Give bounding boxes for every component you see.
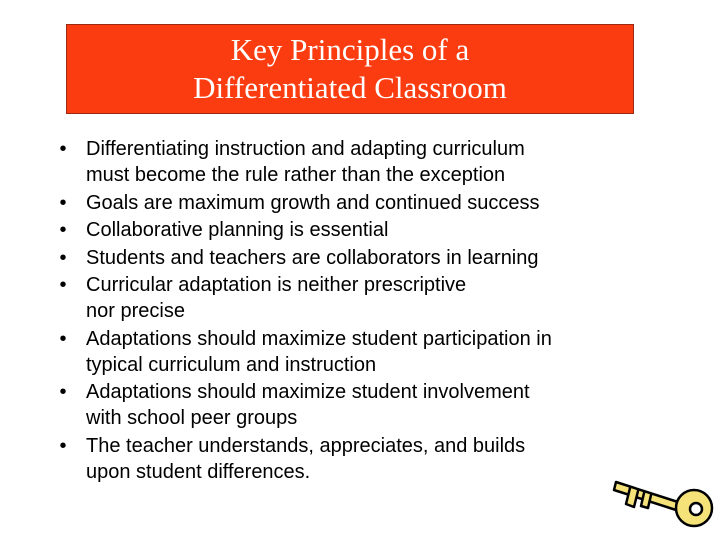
key-icon	[606, 466, 720, 528]
bullet-item	[56, 326, 656, 378]
bullet-item	[56, 136, 656, 188]
slide-title-line-2: Differentiated Classroom	[193, 70, 507, 105]
key-tooth	[641, 493, 651, 508]
bullet-text-line: Curricular adaptation is neither prescriptive	[86, 274, 467, 296]
bullet-dot: •	[59, 138, 67, 160]
bullet-text-line: must become the rule rather than the exception	[86, 164, 506, 186]
key-bow-hole	[690, 503, 702, 515]
bullet-list	[56, 136, 656, 486]
bullet-dot: •	[59, 219, 67, 241]
bullet-item	[56, 433, 656, 485]
bullet-text-line: Goals are maximum growth and continued success	[86, 191, 540, 214]
bullet-dot: •	[59, 434, 67, 457]
bullet-text-line: Differentiating instruction and adapting curriculum	[86, 138, 525, 160]
bullet-dot: •	[59, 327, 67, 350]
title-banner	[66, 24, 634, 114]
bullet-text-line: nor precise	[86, 300, 185, 322]
bullet-dot: •	[59, 246, 67, 269]
bullet-item	[56, 190, 656, 216]
bullet-item	[56, 272, 656, 324]
bullet-item	[56, 217, 656, 243]
bullet-text-line: Collaborative planning is essential	[86, 219, 389, 241]
bullet-dot: •	[59, 191, 67, 214]
bullet-text-line: Students and teachers are collaborators in learning	[86, 246, 539, 269]
bullet-dot: •	[59, 381, 67, 403]
bullet-text-line: Adaptations should maximize student involvement	[86, 381, 530, 403]
bullet-text-line: Adaptations should maximize student participation in	[86, 327, 552, 350]
slide-title-line-1: Key Principles of a	[230, 32, 470, 67]
bullet-text-line: typical curriculum and instruction	[86, 353, 377, 376]
bullet-text-line: upon student differences.	[86, 460, 311, 483]
bullet-text-line: The teacher understands, appreciates, and builds	[86, 434, 526, 457]
bullet-item	[56, 245, 656, 271]
bullet-dot: •	[59, 274, 67, 296]
bullet-item	[56, 379, 656, 431]
bullet-text-line: with school peer groups	[86, 407, 298, 429]
